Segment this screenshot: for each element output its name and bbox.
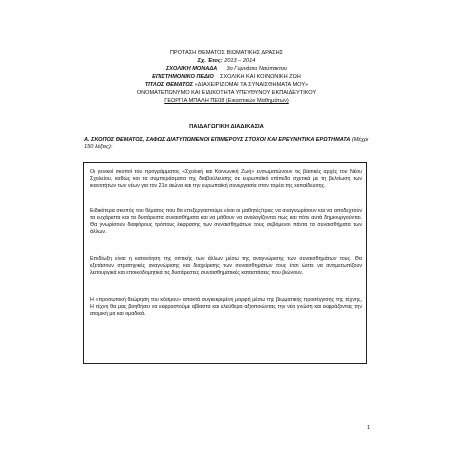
school-year-label: Σχ. Έτος: [197,58,223,64]
proposal-title: ΠΡΟΤΑΣΗ ΘΕΜΑΤΟΣ ΒΙΩΜΑΤΙΚΗΣ ΔΡΑΣΗΣ [169,50,284,56]
question-heading-note: (Μέχρι 150 λέξεις): [84,137,369,151]
school-unit-label: ΣΧΟΛΙΚΗ ΜΟΝΑΔΑ [165,66,218,72]
question-heading-bold: Α. ΣΚΟΠΟΣ ΘΕΜΑΤΟΣ, ΣΑΦΩΣ ΔΙΑΤΥΠΩΜΕΝΟΙ ΕΠΙΜΕΡΟΥΣ ΣΤΟΧΟΙ ΚΑΙ ΕΡΕΥΝΗΤΙΚΑ ΕΡΩΤΗΜΑΤΑ [84,137,351,143]
section-title: ΠΑΙΔΑΓΩΓΙΚΗ ΔΙΑΔΙΚΑΣΙΑ [189,124,264,130]
school-year-line [0,58,453,65]
theme-line [0,82,453,89]
teacher-label: ΟΝΟΜΑΤΕΠΩΝΥΜΟ ΚΑΙ ΕΙΔΙΚΟΤΗΤΑ ΥΠΕΥΘΥΝΟΥ ΕΚΠΑΙΔΕΥΤΙΚΟΥ [136,90,317,96]
paragraph-3: Επιδίωξη είναι η κατανόηση της οπτικής των άλλων μέσω της αναγνώρισης των συναισθημάτων τους. Θα εξετάσουν στρατηγικές αναγνώρισης και διαχείρισης των συναισθημάτων τους έτσι ώστε να αντιμετωπίζουν λειτουργικά και εποικοδομητικά τις δυσάρεστες συναισθηματικές καταστάσεις που βιώνουν. [90,256,362,277]
school-unit-value: 3ο Γυμνάσιο Ναύπακτου [226,66,288,72]
paragraph-4: Η «προσωπική θεώρηση του κόσμου» αποκτά συγκεκριμένη μορφή μέσω της βιωματικής προσέγγισης της τέχνης. Η τέχνη θα μας βοηθήσει να εκφραστούμε αβίαστα και ελεύθερα αξιοποιώντας την νέα γνώση και εκφράζοντας την ατομική μα και ομαδικά. [90,297,362,318]
page-number: 1 [367,425,371,431]
field-label: ΕΠΙΣΤΗΜΟΝΙΚΟ ΠΕΔΙΟ [152,74,214,80]
paragraph-1: Οι γενικοί σκοποί του προγράμματος «Σχολική και Κοινωνική Ζωή» ενσωματώνουν τις βασικές αρχές του Νέου Σχολείου, καθώς και τα συμπεράσματα της διαβούλευσης σε ευρωπαϊκό επίπεδο σχετικά με τη βελτίωση των ικανοτήτων των νέων για τον 21ο αιώνα και την ευρωπαϊκή συνεργασία στον τομέα της εκπαίδευσης. [90,169,362,190]
school-unit-line [0,66,453,73]
field-line [0,74,453,81]
field-value: ΣΧΟΛΙΚΗ ΚΑΙ ΚΟΙΝΩΝΙΚΗ ΖΩΗ [219,74,301,80]
theme-label: ΤΙΤΛΟΣ ΘΕΜΑΤΟΣ [144,82,194,88]
paragraph-2: Ειδικότερα σκοπός του θέματος που θα επεξεργαστούμε είναι οι μαθητές/τριες να αναγνωρίσουν και να αποδεχτούν τα ευχάριστα και τα δυσάρεστα συναισθήματα και να μάθουν να αναλογίζονται πως και πότε αυτά δημιουργούνται. Θα γνωρίσουν διαφόρους τρόπους έκφρασης των συναισθημάτων τους σεβόμενοι πάντα τα συναισθήματα των άλλων. [90,208,362,236]
question-heading [84,137,369,151]
teacher-value: ΓΕΩΡΓΙΑ ΜΠΑΛΗ ΠΕ08 (Εικαστικών Μαθημάτων) [164,98,289,104]
school-year-value: 2013 – 2014 [224,58,256,64]
theme-value: «ΔΙΑΧΕΙΡΙΖΟΜΑΙ ΤΑ ΣΥΝΑΙΣΘΗΜΑΤΑ ΜΟΥ» [194,82,309,88]
